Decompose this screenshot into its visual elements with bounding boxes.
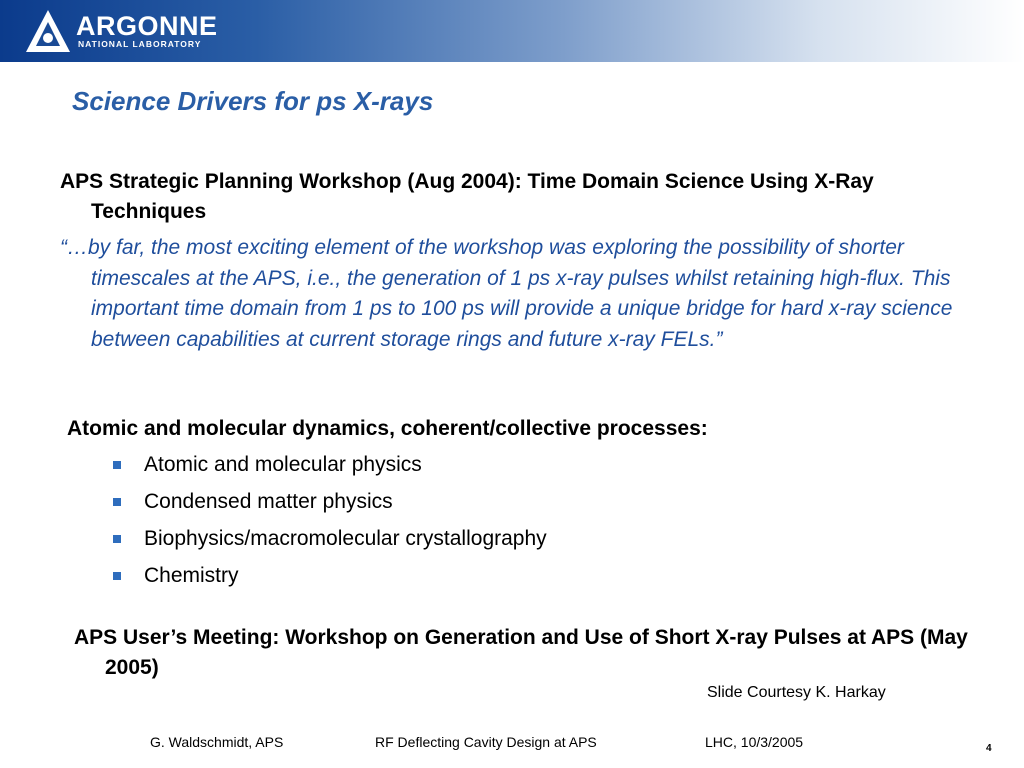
footer-talk-title: RF Deflecting Cavity Design at APS xyxy=(375,734,597,750)
slide-courtesy: Slide Courtesy K. Harkay xyxy=(707,684,886,701)
list-item xyxy=(113,483,813,520)
footer-venue-date: LHC, 10/3/2005 xyxy=(705,734,804,750)
bullet-square-icon xyxy=(113,498,121,506)
list-item xyxy=(113,446,813,483)
list-item-label: Chemistry xyxy=(144,564,239,587)
logo-text xyxy=(76,13,218,49)
meeting-heading: APS User’s Meeting: Workshop on Generation and Use of Short X-ray Pulses at APS (May 2005) xyxy=(74,626,968,679)
argonne-a-logo-icon xyxy=(24,8,72,54)
bullet-square-icon xyxy=(113,461,121,469)
logo-subtitle: NATIONAL LABORATORY xyxy=(78,39,202,49)
topic-list xyxy=(113,446,813,594)
bullet-square-icon xyxy=(113,572,121,580)
page-number: 4 xyxy=(986,743,992,754)
list-item xyxy=(113,557,813,594)
dynamics-heading: Atomic and molecular dynamics, coherent/collective processes: xyxy=(67,417,708,440)
list-item-label: Biophysics/macromolecular crystallography xyxy=(144,527,547,550)
list-item-label: Condensed matter physics xyxy=(144,490,393,513)
slide-title: Science Drivers for ps X-rays xyxy=(72,86,434,116)
footer-author: G. Waldschmidt, APS xyxy=(150,734,284,750)
list-item xyxy=(113,520,813,557)
argonne-logo xyxy=(24,7,218,55)
workshop-heading: APS Strategic Planning Workshop (Aug 2004): Time Domain Science Using X-Ray Techniques xyxy=(60,170,874,223)
workshop-quote: “…by far, the most exciting element of the workshop was exploring the possibility of shorter timescales at the APS, i.e., the generation of 1 ps x-ray pulses whilst retaining high-flux. This important time domain from 1 ps to 100 ps will provide a unique bridge for hard x-ray science between capabilities at current storage rings and future x-ray FELs.” xyxy=(60,236,953,351)
logo-name: ARGONNE xyxy=(76,11,218,41)
list-item-label: Atomic and molecular physics xyxy=(144,453,422,476)
bullet-square-icon xyxy=(113,535,121,543)
